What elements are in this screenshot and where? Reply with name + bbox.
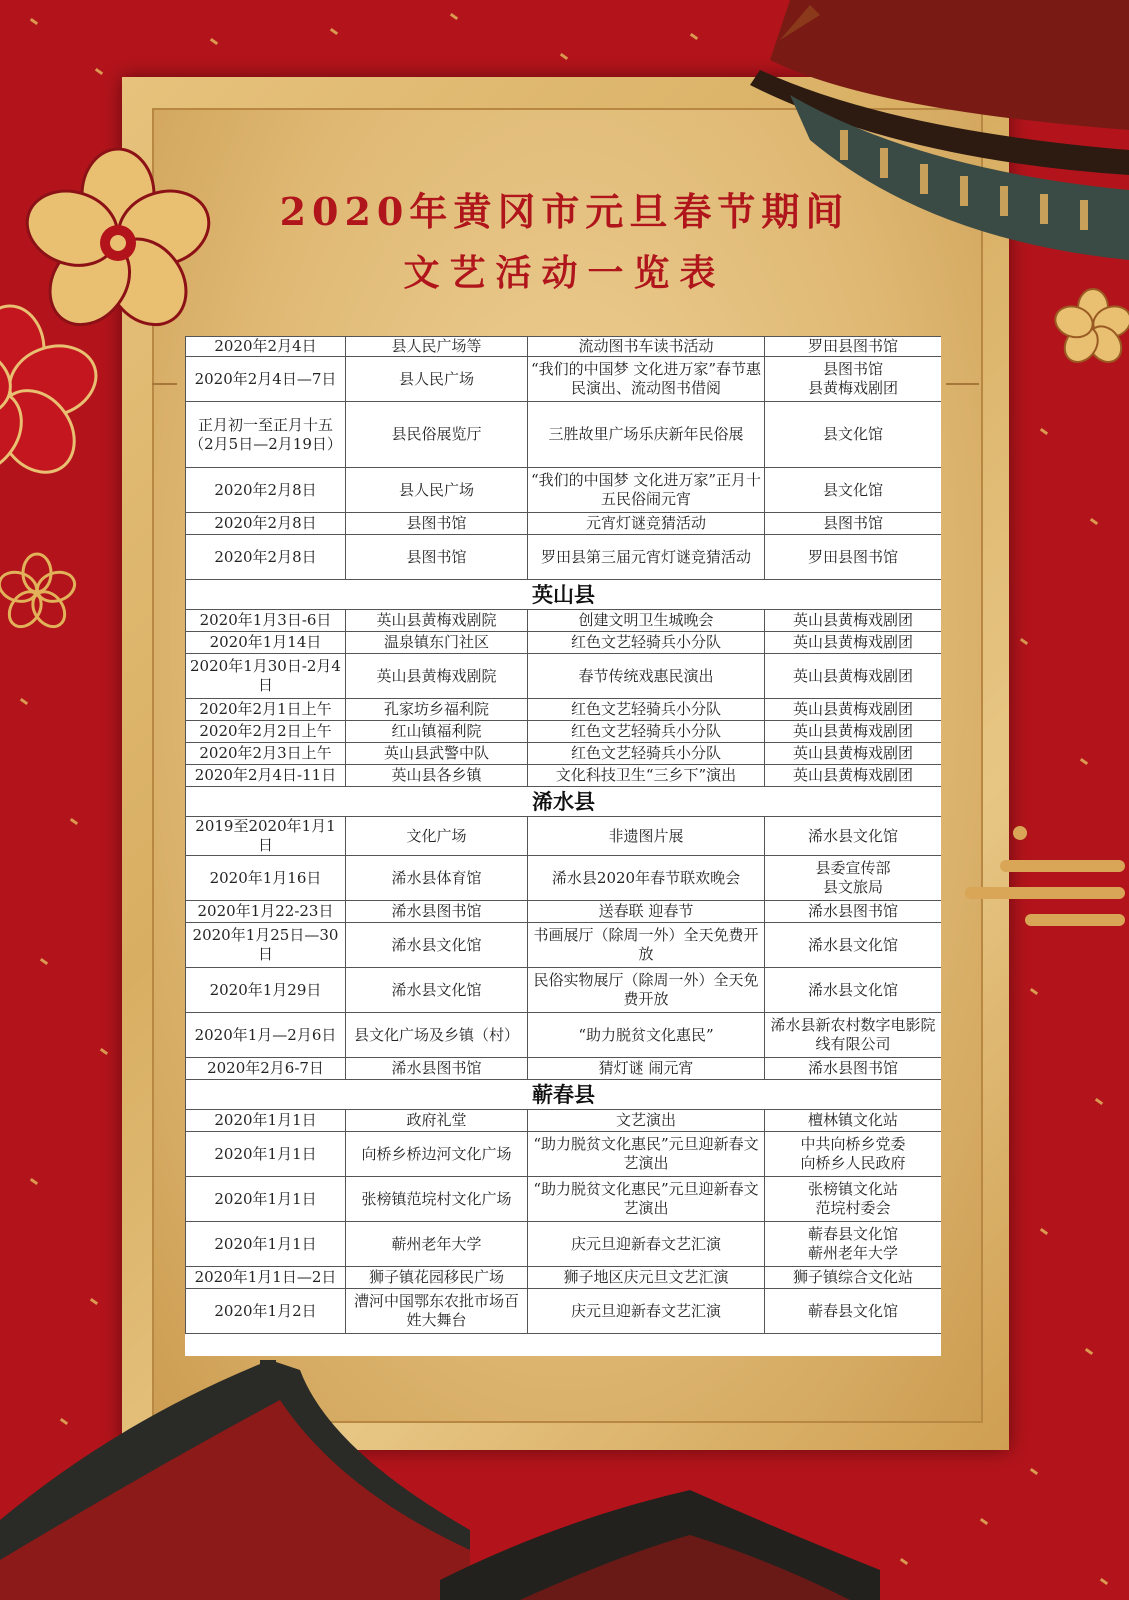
activity-cell: 非遗图片展 <box>528 817 765 856</box>
location-cell: 浠水县图书馆 <box>346 901 528 923</box>
date-cell: 2020年1月—2月6日 <box>186 1013 346 1058</box>
date-cell: 2020年1月1日 <box>186 1177 346 1222</box>
organizer-cell: 浠水县文化馆 <box>765 968 942 1013</box>
date-cell: 2020年2月1日上午 <box>186 699 346 721</box>
table-row <box>186 721 942 743</box>
activity-cell: 元宵灯谜竞猜活动 <box>528 513 765 535</box>
table-row <box>186 337 942 357</box>
location-cell: 孔家坊乡福利院 <box>346 699 528 721</box>
location-cell: 县图书馆 <box>346 513 528 535</box>
activity-cell: 狮子地区庆元旦文艺汇演 <box>528 1267 765 1289</box>
location-cell: 县图书馆 <box>346 535 528 580</box>
date-cell: 2020年2月8日 <box>186 468 346 513</box>
gold-speck <box>30 18 38 25</box>
gold-speck <box>1030 988 1038 995</box>
location-cell: 县人民广场 <box>346 468 528 513</box>
location-cell: 蕲州老年大学 <box>346 1222 528 1267</box>
organizer-cell: 浠水县文化馆 <box>765 817 942 856</box>
table-row <box>186 1013 942 1058</box>
location-cell: 文化广场 <box>346 817 528 856</box>
section-header-row <box>186 1080 942 1110</box>
date-cell: 2020年1月30日-2月4日 <box>186 654 346 699</box>
organizer-cell: 蕲春县文化馆 蕲州老年大学 <box>765 1222 942 1267</box>
gold-speck <box>30 1178 38 1185</box>
activity-cell: 庆元旦迎新春文艺汇演 <box>528 1222 765 1267</box>
table-row <box>186 468 942 513</box>
location-cell: 向桥乡桥边河文化广场 <box>346 1132 528 1177</box>
organizer-cell: 浠水县文化馆 <box>765 923 942 968</box>
organizer-cell: 县图书馆 <box>765 513 942 535</box>
location-cell: 县人民广场 <box>346 357 528 402</box>
section-header-row <box>186 580 942 610</box>
organizer-cell: 浠水县新农村数字电影院线有限公司 <box>765 1013 942 1058</box>
divider <box>152 383 177 385</box>
activity-cell: 浠水县2020年春节联欢晚会 <box>528 856 765 901</box>
organizer-cell: 浠水县图书馆 <box>765 901 942 923</box>
table-row <box>186 1132 942 1177</box>
date-cell: 2020年2月4日 <box>186 337 346 357</box>
location-cell: 浠水县图书馆 <box>346 1058 528 1080</box>
section-header-row <box>186 787 942 817</box>
organizer-cell: 罗田县图书馆 <box>765 535 942 580</box>
organizer-cell: 县委宣传部 县文旅局 <box>765 856 942 901</box>
date-cell: 2020年2月4日-11日 <box>186 765 346 787</box>
location-cell: 张榜镇范垸村文化广场 <box>346 1177 528 1222</box>
gold-speck <box>1095 1098 1103 1105</box>
gold-speck <box>330 28 338 35</box>
flower-icon <box>1048 283 1129 373</box>
activity-cell: 三胜故里广场乐庆新年民俗展 <box>528 402 765 468</box>
activity-cell: “我们的中国梦 文化进万家”春节惠民演出、流动图书借阅 <box>528 357 765 402</box>
activity-cell: “助力脱贫文化惠民”元旦迎新春文艺演出 <box>528 1177 765 1222</box>
gold-speck <box>690 33 698 40</box>
gold-speck <box>980 1518 988 1525</box>
gold-speck <box>1100 1578 1108 1585</box>
gold-speck <box>90 1298 98 1305</box>
table-row <box>186 923 942 968</box>
gold-speck <box>1090 518 1098 525</box>
organizer-cell: 英山县黄梅戏剧团 <box>765 654 942 699</box>
date-cell: 2020年2月6-7日 <box>186 1058 346 1080</box>
date-cell: 2020年2月8日 <box>186 535 346 580</box>
location-cell: 英山县黄梅戏剧院 <box>346 610 528 632</box>
location-cell: 漕河中国鄂东农批市场百姓大舞台 <box>346 1289 528 1334</box>
table-row <box>186 1058 942 1080</box>
activity-cell: 红色文艺轻骑兵小分队 <box>528 632 765 654</box>
date-cell: 2020年1月1日—2日 <box>186 1267 346 1289</box>
county-section-label: 浠水县 <box>186 787 942 817</box>
date-cell: 正月初一至正月十五（2月5日—2月19日） <box>186 402 346 468</box>
date-cell: 2020年1月25日—30日 <box>186 923 346 968</box>
gold-speck <box>40 958 48 965</box>
date-cell: 2020年1月22-23日 <box>186 901 346 923</box>
organizer-cell: 英山县黄梅戏剧团 <box>765 765 942 787</box>
table-row <box>186 402 942 468</box>
table-row <box>186 513 942 535</box>
activity-cell: 民俗实物展厅（除周一外）全天免费开放 <box>528 968 765 1013</box>
location-cell: 英山县黄梅戏剧院 <box>346 654 528 699</box>
gold-speck <box>1020 638 1028 645</box>
location-cell: 县民俗展览厅 <box>346 402 528 468</box>
organizer-cell: 英山县黄梅戏剧团 <box>765 743 942 765</box>
organizer-cell: 英山县黄梅戏剧团 <box>765 610 942 632</box>
date-cell: 2020年2月8日 <box>186 513 346 535</box>
table-row <box>186 817 942 856</box>
organizer-cell: 浠水县图书馆 <box>765 1058 942 1080</box>
table-row <box>186 610 942 632</box>
table-row <box>186 901 942 923</box>
date-cell: 2020年2月4日—7日 <box>186 357 346 402</box>
county-section-label: 英山县 <box>186 580 942 610</box>
date-cell: 2020年1月1日 <box>186 1110 346 1132</box>
table-row <box>186 699 942 721</box>
activity-cell: 书画展厅（除周一外）全天免费开放 <box>528 923 765 968</box>
date-cell: 2020年1月14日 <box>186 632 346 654</box>
table-row <box>186 1110 942 1132</box>
organizer-cell: 县文化馆 <box>765 468 942 513</box>
table-row <box>186 743 942 765</box>
activity-cell: “我们的中国梦 文化进万家”正月十五民俗闹元宵 <box>528 468 765 513</box>
activity-cell: 春节传统戏惠民演出 <box>528 654 765 699</box>
gold-speck <box>70 818 78 825</box>
table-row <box>186 535 942 580</box>
location-cell: 浠水县文化馆 <box>346 923 528 968</box>
page-title: 2020年黄冈市元旦春节期间 <box>279 189 850 234</box>
date-cell: 2020年2月3日上午 <box>186 743 346 765</box>
activity-cell: 红色文艺轻骑兵小分队 <box>528 699 765 721</box>
activity-cell: 红色文艺轻骑兵小分队 <box>528 743 765 765</box>
location-cell: 英山县各乡镇 <box>346 765 528 787</box>
activity-cell: 文艺演出 <box>528 1110 765 1132</box>
date-cell: 2020年1月29日 <box>186 968 346 1013</box>
table-row <box>186 856 942 901</box>
location-cell: 县人民广场等 <box>346 337 528 357</box>
gold-speck <box>1040 1228 1048 1235</box>
table-row <box>186 1177 942 1222</box>
activity-cell: 红色文艺轻骑兵小分队 <box>528 721 765 743</box>
location-cell: 狮子镇花园移民广场 <box>346 1267 528 1289</box>
county-section-label: 蕲春县 <box>186 1080 942 1110</box>
gold-speck <box>20 698 28 705</box>
flower-icon <box>0 300 100 490</box>
table-row <box>186 357 942 402</box>
flower-icon <box>0 548 85 638</box>
activity-cell: 文化科技卫生“三乡下”演出 <box>528 765 765 787</box>
organizer-cell: 蕲春县文化馆 <box>765 1289 942 1334</box>
date-cell: 2020年1月1日 <box>186 1132 346 1177</box>
organizer-cell: 罗田县图书馆 <box>765 337 942 357</box>
organizer-cell: 檀林镇文化站 <box>765 1110 942 1132</box>
activity-cell: “助力脱贫文化惠民” <box>528 1013 765 1058</box>
table-row <box>186 765 942 787</box>
activity-cell: 庆元旦迎新春文艺汇演 <box>528 1289 765 1334</box>
table-row <box>186 968 942 1013</box>
date-cell: 2020年1月16日 <box>186 856 346 901</box>
location-cell: 英山县武警中队 <box>346 743 528 765</box>
gold-speck <box>1040 428 1048 435</box>
table-row <box>186 654 942 699</box>
gold-speck <box>1085 1348 1093 1355</box>
location-cell: 温泉镇东门社区 <box>346 632 528 654</box>
activity-cell: 罗田县第三届元宵灯谜竞猜活动 <box>528 535 765 580</box>
activity-cell: 送春联 迎春节 <box>528 901 765 923</box>
table-row <box>186 1267 942 1289</box>
table-row <box>186 632 942 654</box>
cloud-pattern-icon <box>965 825 1125 935</box>
palace-roof-icon <box>0 1360 880 1600</box>
organizer-cell: 张榜镇文化站 范垸村委会 <box>765 1177 942 1222</box>
gold-speck <box>95 68 103 75</box>
date-cell: 2020年1月2日 <box>186 1289 346 1334</box>
divider <box>946 383 979 385</box>
page-subtitle: 文艺活动一览表 <box>403 252 726 294</box>
date-cell: 2020年2月2日上午 <box>186 721 346 743</box>
activity-cell: 创建文明卫生城晚会 <box>528 610 765 632</box>
gold-speck <box>560 53 568 60</box>
location-cell: 县文化广场及乡镇（村） <box>346 1013 528 1058</box>
location-cell: 政府礼堂 <box>346 1110 528 1132</box>
organizer-cell: 县图书馆 县黄梅戏剧团 <box>765 357 942 402</box>
date-cell: 2019至2020年1月1日 <box>186 817 346 856</box>
table-row <box>186 1222 942 1267</box>
organizer-cell: 英山县黄梅戏剧团 <box>765 699 942 721</box>
location-cell: 浠水县文化馆 <box>346 968 528 1013</box>
location-cell: 红山镇福利院 <box>346 721 528 743</box>
organizer-cell: 英山县黄梅戏剧团 <box>765 721 942 743</box>
gold-speck <box>1080 758 1088 765</box>
activity-table <box>185 336 941 1356</box>
gold-speck <box>1030 1468 1038 1475</box>
organizer-cell: 狮子镇综合文化站 <box>765 1267 942 1289</box>
gold-speck <box>210 38 218 45</box>
activity-cell: 流动图书车读书活动 <box>528 337 765 357</box>
gold-speck <box>450 13 458 20</box>
gold-speck <box>900 1558 908 1565</box>
activity-cell: “助力脱贫文化惠民”元旦迎新春文艺演出 <box>528 1132 765 1177</box>
gold-speck <box>100 1048 108 1055</box>
organizer-cell: 中共向桥乡党委 向桥乡人民政府 <box>765 1132 942 1177</box>
date-cell: 2020年1月3日-6日 <box>186 610 346 632</box>
date-cell: 2020年1月1日 <box>186 1222 346 1267</box>
location-cell: 浠水县体育馆 <box>346 856 528 901</box>
activity-cell: 猜灯谜 闹元宵 <box>528 1058 765 1080</box>
organizer-cell: 县文化馆 <box>765 402 942 468</box>
organizer-cell: 英山县黄梅戏剧团 <box>765 632 942 654</box>
table-row <box>186 1289 942 1334</box>
